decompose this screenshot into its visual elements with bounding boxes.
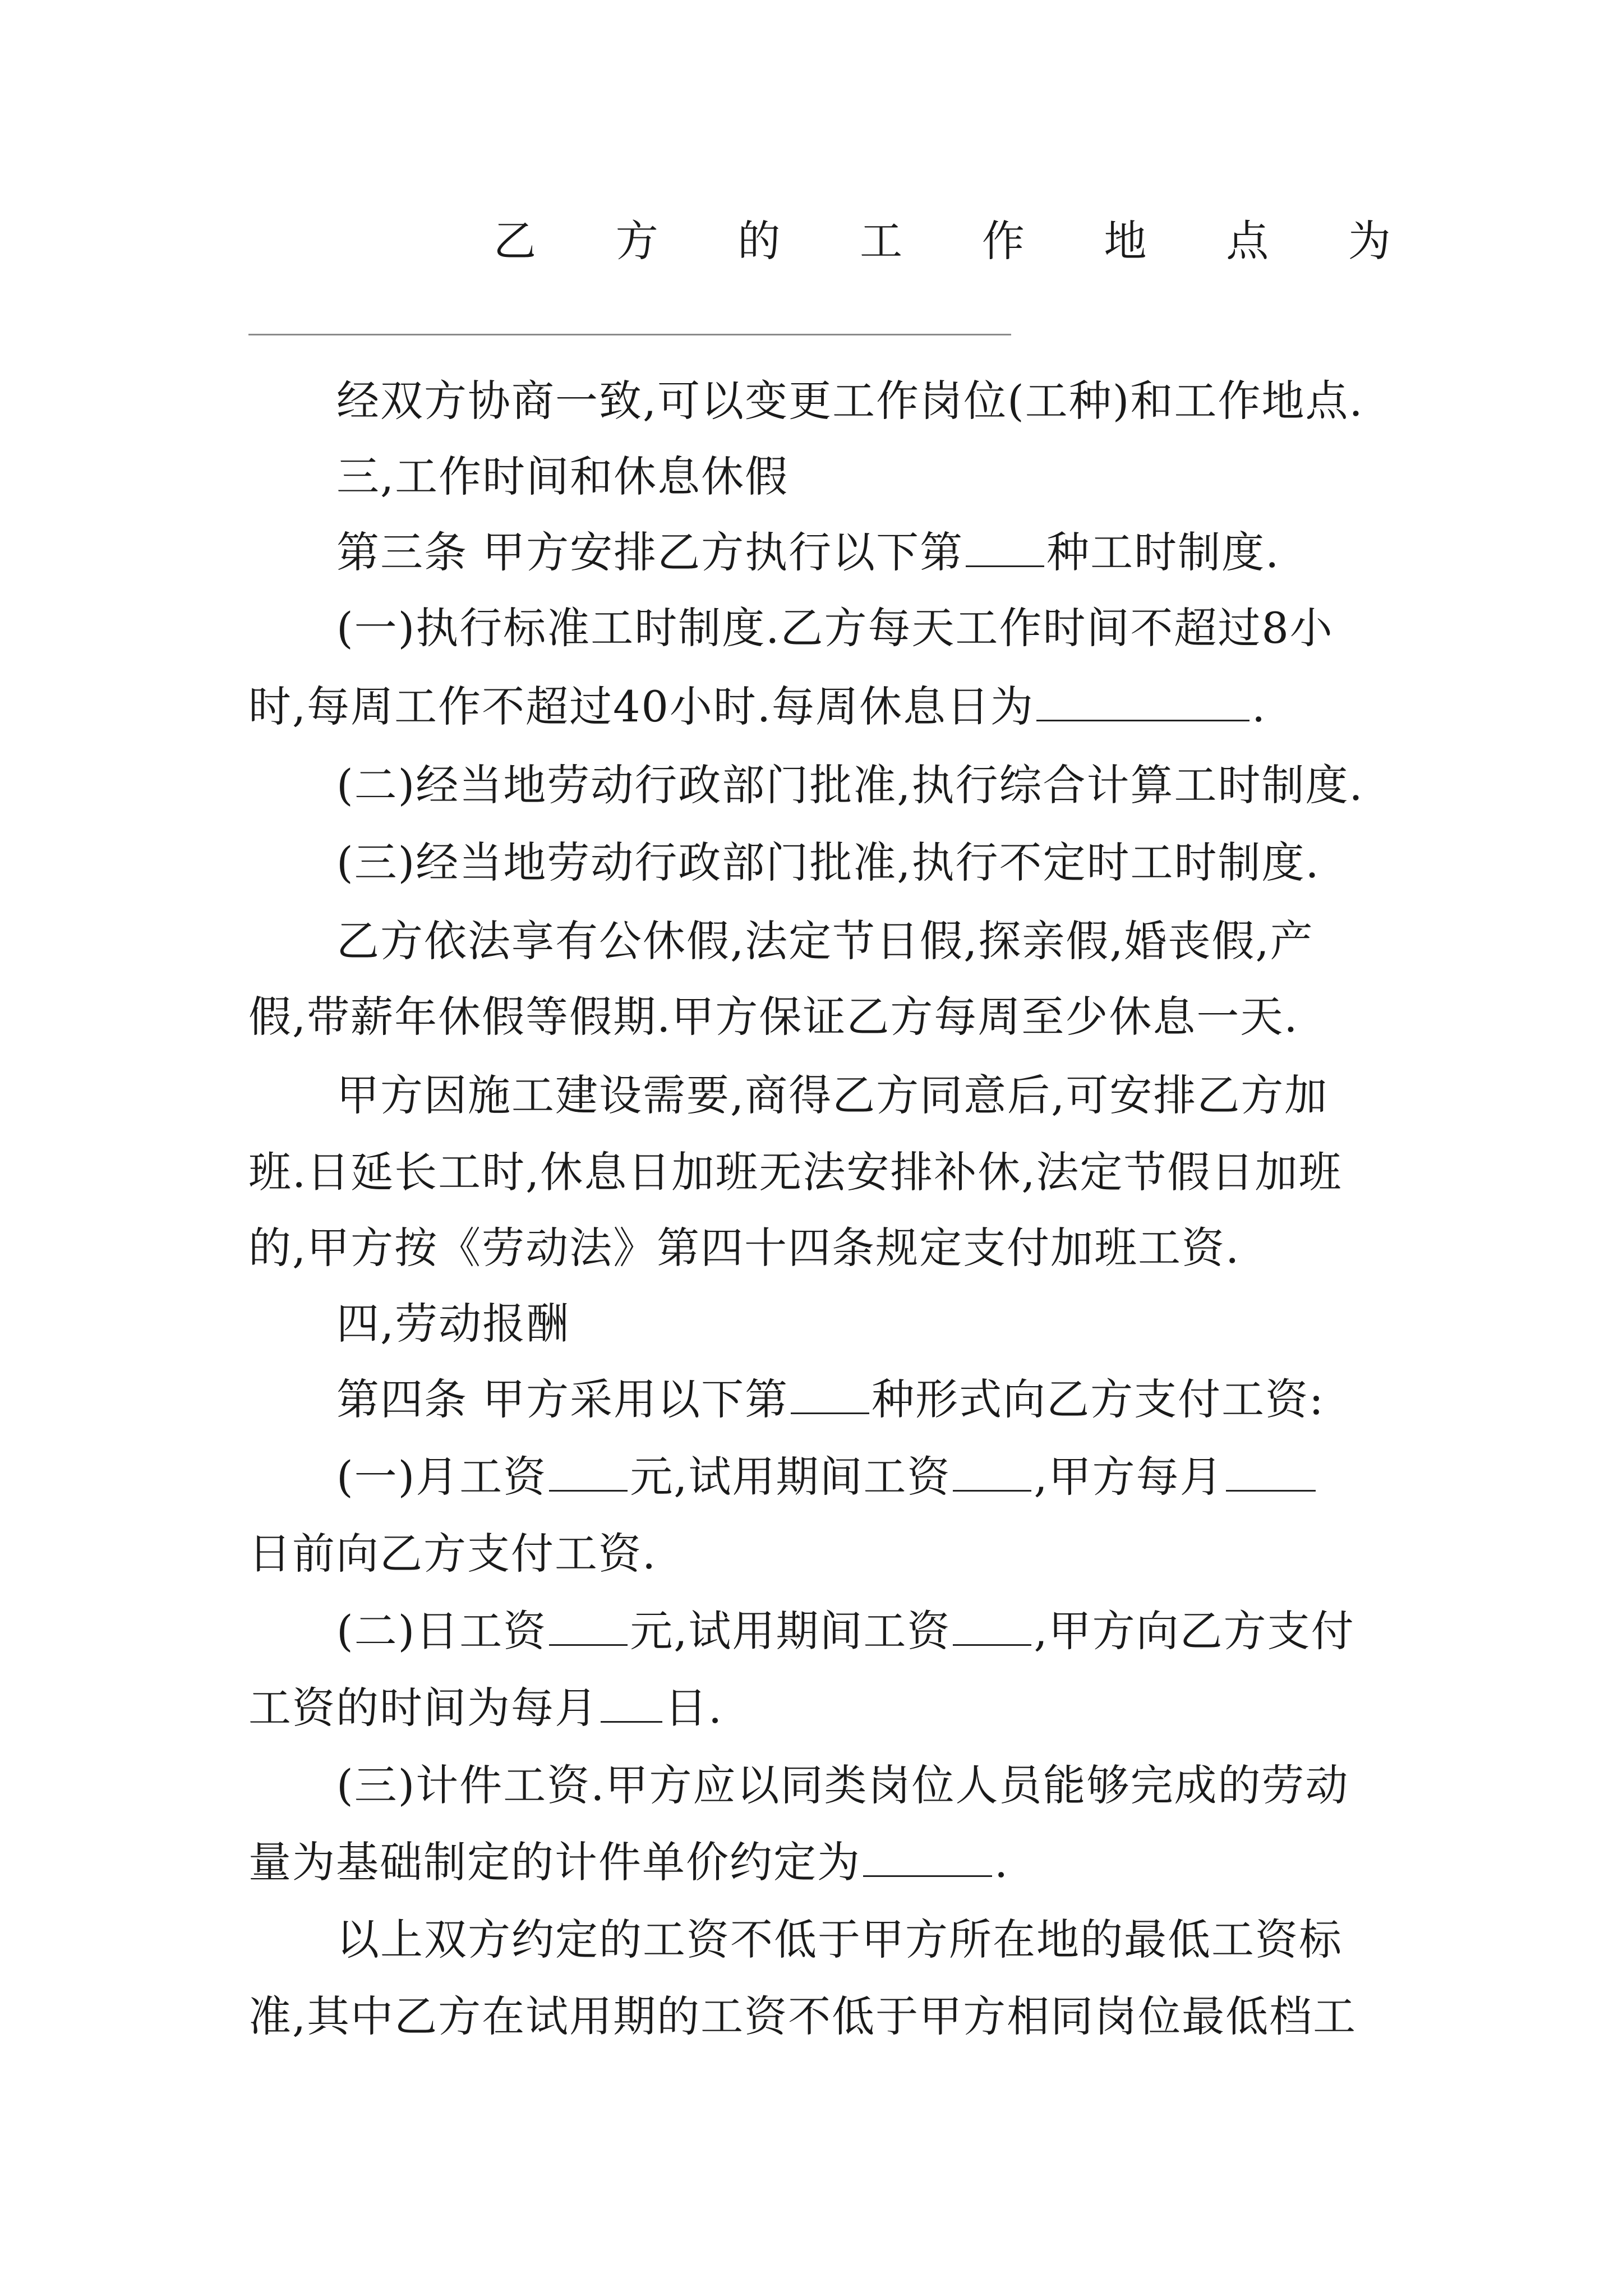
text-line: 的,甲方按《劳动法》第四十四条规定支付加班工资.: [248, 1223, 1241, 1273]
text-line: 甲方因施工建设需要,商得乙方同意后,可安排乙方加: [336, 1070, 1329, 1120]
text-line: 准,其中乙方在试用期的工资不低于甲方相同岗位最低档工: [248, 1991, 1357, 2041]
text-fragment: (一)月工资: [336, 1452, 547, 1502]
daily-wage-line: [336, 1603, 1393, 1659]
fill-blank: [863, 1836, 992, 1877]
article-4-line: [336, 1372, 1393, 1428]
work-location-blank-line: [248, 334, 1011, 335]
payday-line: [248, 1680, 1393, 1736]
text-line: 以上双方约定的工资不低于甲方所在地的最低工资标: [336, 1915, 1343, 1964]
text-line: 乙方依法享有公休假,法定节日假,探亲假,婚丧假,产: [336, 916, 1314, 966]
text-line: (二)经当地劳动行政部门批准,执行综合计算工时制度.: [336, 760, 1364, 810]
text-line: (三)经当地劳动行政部门批准,执行不定时工时制度.: [336, 838, 1320, 887]
fill-blank: [549, 1451, 628, 1492]
text-fragment: 第四条 甲方采用以下第: [336, 1374, 789, 1424]
heading-char: 为: [1348, 216, 1391, 266]
text-line: 经双方协商一致,可以变更工作岗位(工种)和工作地点.: [336, 376, 1364, 426]
text-fragment: 日.: [665, 1683, 723, 1733]
text-fragment: 种形式向乙方支付工资:: [872, 1374, 1325, 1424]
text-fragment: 种工时制度.: [1046, 527, 1280, 577]
fill-blank: [966, 526, 1044, 567]
text-fragment: 工资的时间为每月: [248, 1683, 598, 1733]
text-fragment: 元,试用期间工资: [630, 1606, 951, 1656]
fill-blank: [1226, 1451, 1316, 1492]
fill-blank: [953, 1451, 1031, 1492]
text-line: 日前向乙方支付工资.: [248, 1529, 657, 1579]
text-fragment: .: [994, 1837, 1009, 1887]
text-fragment: 时,每周工作不超过40小时.每周休息日为: [248, 682, 1035, 731]
text-fragment: (二)日工资: [336, 1606, 547, 1656]
fill-blank: [791, 1373, 869, 1414]
text-fragment: 元,试用期间工资: [630, 1452, 951, 1502]
text-line: 假,带薪年休假等假期.甲方保证乙方每周至少休息一天.: [248, 992, 1299, 1042]
section-heading-4: 四,劳动报酬: [336, 1299, 570, 1349]
heading-char: 地: [1104, 216, 1147, 266]
heading-char: 方: [615, 216, 658, 266]
section-heading-3: 三,工作时间和休息休假: [336, 452, 789, 501]
article-3-line: [336, 524, 1393, 581]
heading-char: 乙: [494, 216, 536, 266]
heading-char: 作: [981, 216, 1025, 266]
fill-blank: [1036, 680, 1249, 721]
text-fragment: ,甲方向乙方支付: [1034, 1606, 1355, 1656]
work-location-heading: [494, 213, 1391, 269]
weekly-rest-line: [248, 679, 1393, 735]
text-fragment: 量为基础制定的计件单价约定为: [248, 1837, 861, 1887]
fill-blank: [601, 1682, 662, 1723]
monthly-wage-line: [336, 1449, 1393, 1505]
fill-blank: [953, 1605, 1031, 1646]
text-line: 班.日延长工时,休息日加班无法安排补休,法定节假日加班: [248, 1147, 1343, 1197]
heading-char: 的: [737, 216, 781, 266]
piece-rate-line: [248, 1834, 1393, 1890]
text-line: (一)执行标准工时制度.乙方每天工作时间不超过8小: [336, 603, 1334, 653]
fill-blank: [549, 1605, 628, 1646]
heading-char: 点: [1226, 216, 1269, 266]
text-fragment: ,甲方每月: [1034, 1452, 1224, 1502]
text-line: (三)计件工资.甲方应以同类岗位人员能够完成的劳动: [336, 1760, 1349, 1810]
text-fragment: .: [1252, 682, 1267, 731]
heading-char: 工: [860, 216, 903, 266]
text-fragment: 第三条 甲方安排乙方执行以下第: [336, 527, 964, 577]
